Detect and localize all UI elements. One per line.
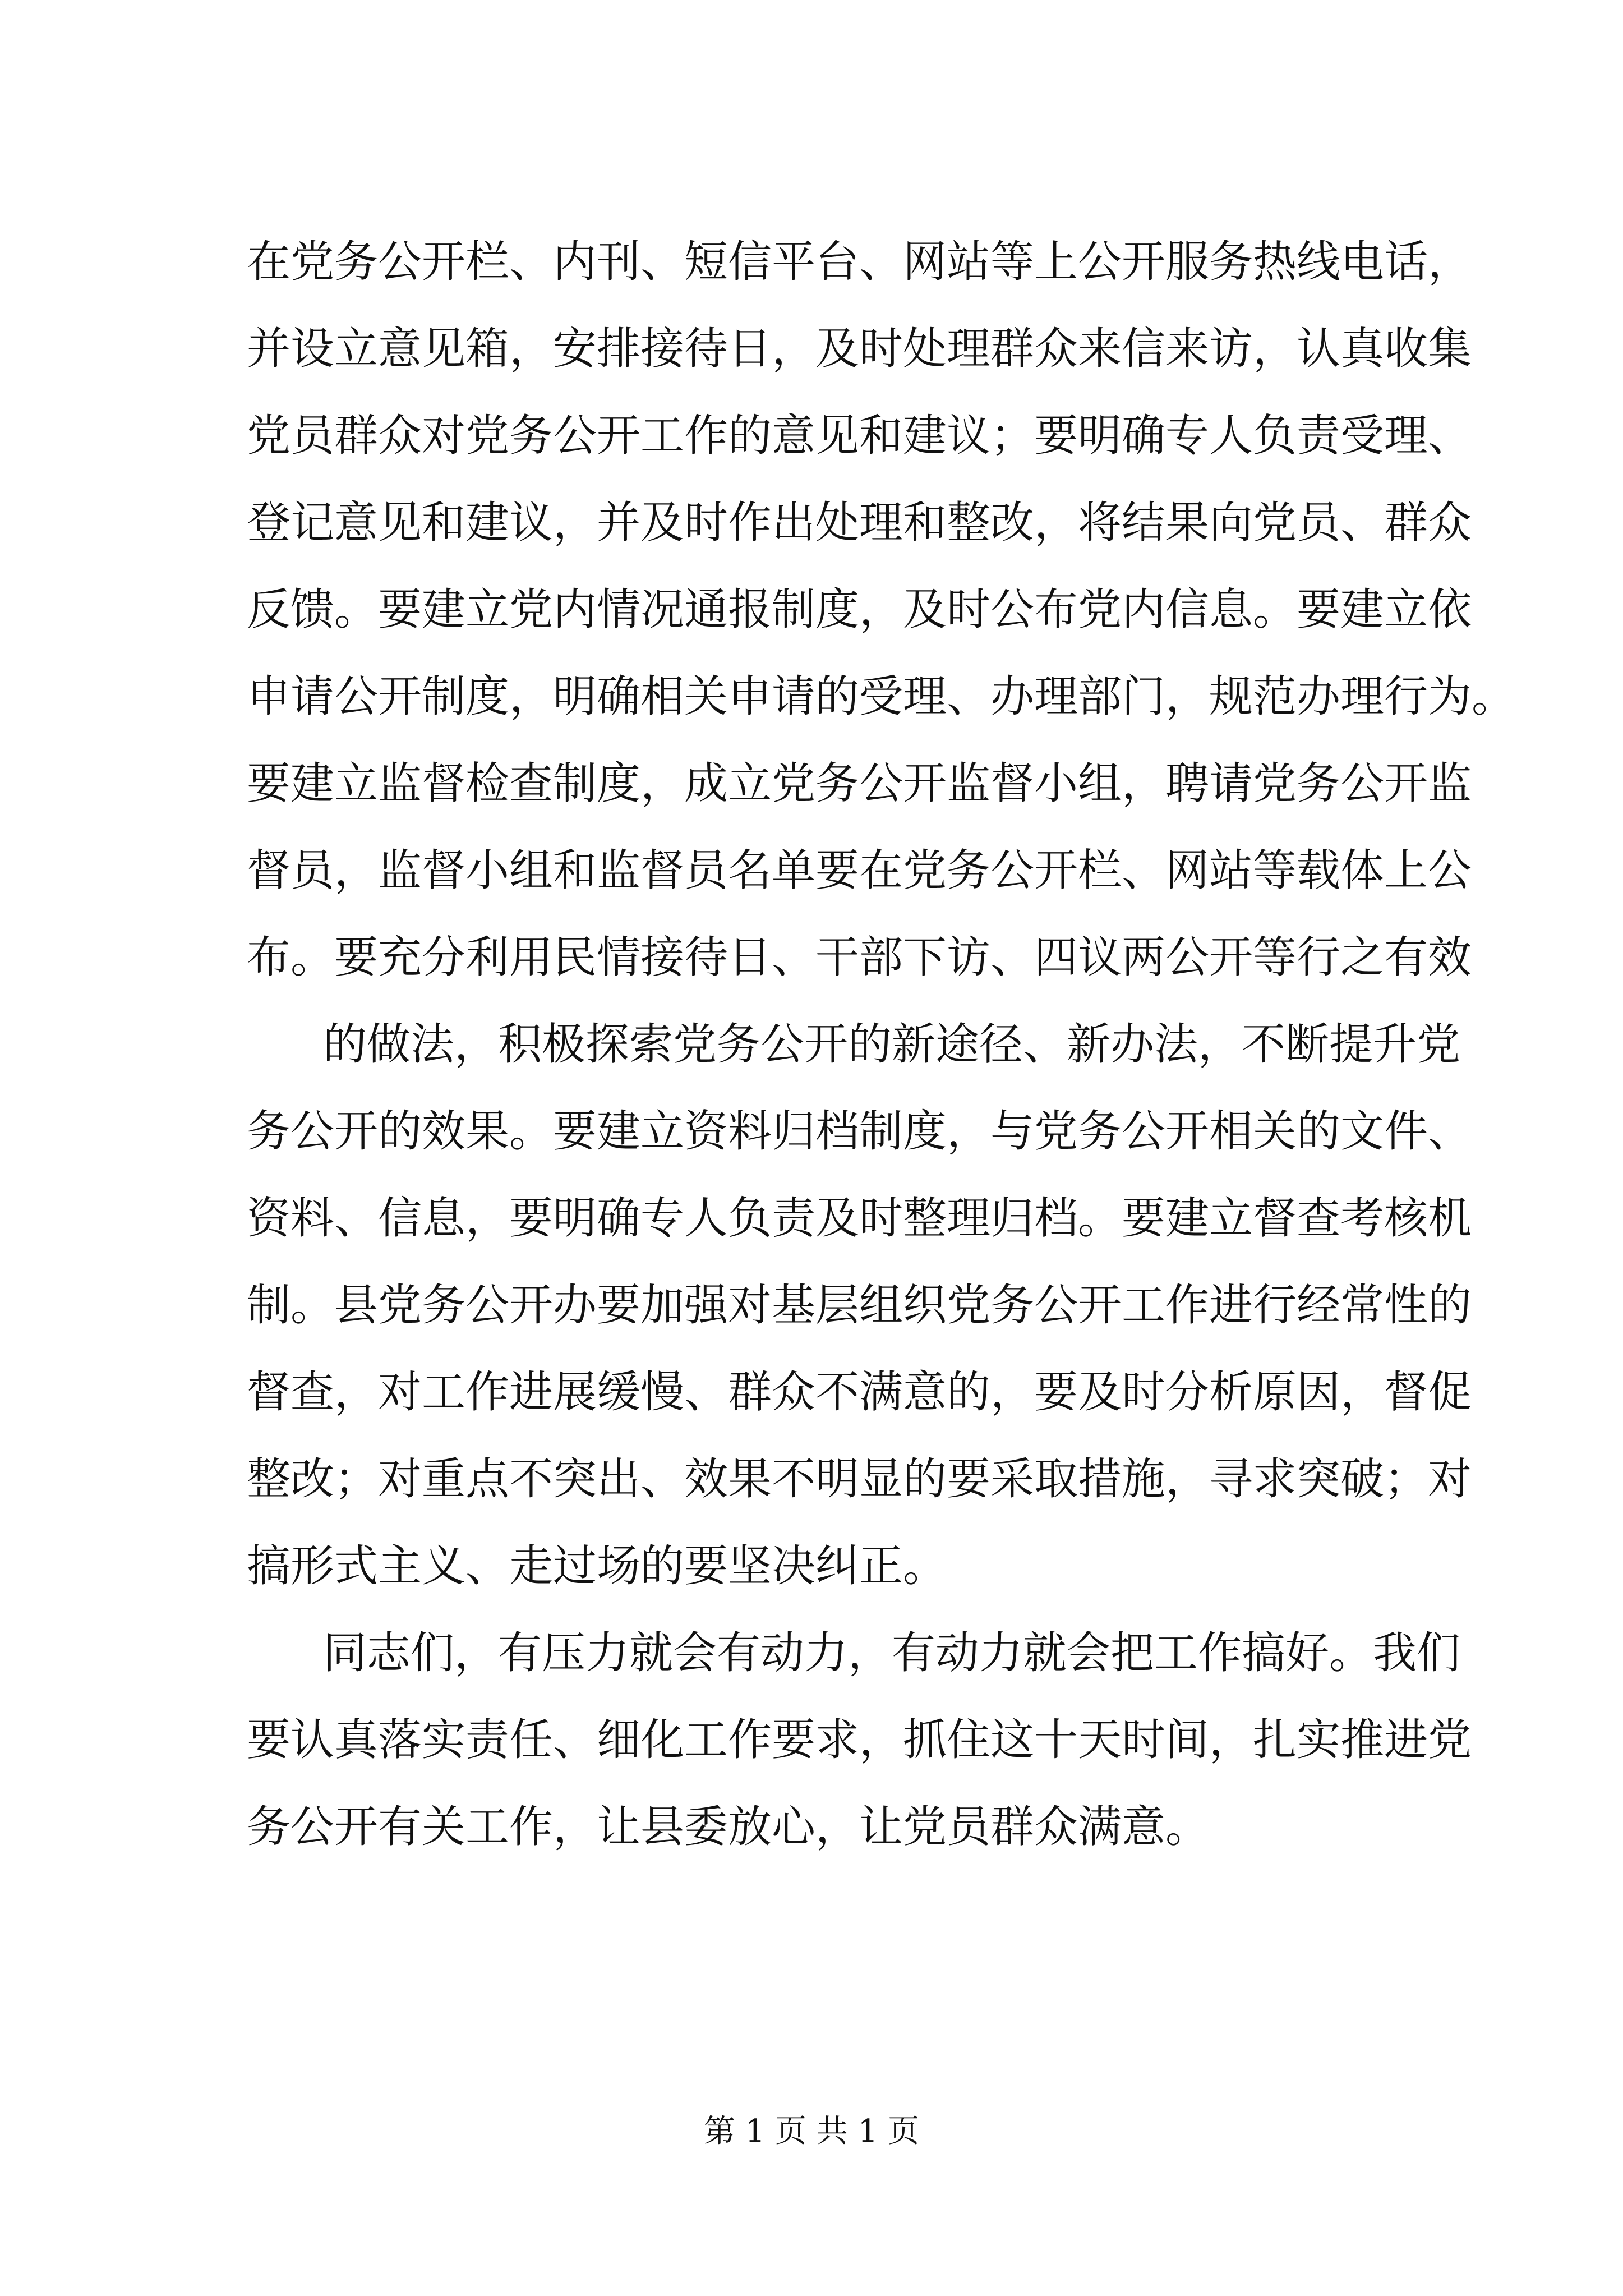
text-line: 制。县党务公开办要加强对基层组织党务公开工作进行经常性的: [247, 1280, 1472, 1331]
text-line: 党员群众对党务公开工作的意见和建议；要明确专人负责受理、: [247, 411, 1472, 461]
document-body: [247, 219, 1516, 1871]
text-line: 资料、信息，要明确专人负责及时整理归档。要建立督查考核机: [247, 1193, 1472, 1244]
text-line: 的做法，积极探索党务公开的新途径、新办法，不断提升党: [323, 1019, 1461, 1070]
text-line: 务公开的效果。要建立资料归档制度，与党务公开相关的文件、: [247, 1106, 1472, 1157]
text-line: 布。要充分利用民情接待日、干部下访、四议两公开等行之有效: [247, 932, 1472, 983]
text-line: 务公开有关工作，让县委放心，让党员群众满意。: [247, 1802, 1210, 1852]
text-line: 要建立监督检查制度，成立党务公开监督小组，聘请党务公开监: [247, 758, 1472, 809]
text-line: 申请公开制度，明确相关申请的受理、办理部门，规范办理行为。: [247, 671, 1516, 722]
text-line: 督查，对工作进展缓慢、群众不满意的，要及时分析原因，督促: [247, 1367, 1472, 1418]
text-line: 并设立意见箱，安排接待日，及时处理群众来信来访，认真收集: [247, 324, 1472, 374]
text-line: 在党务公开栏、内刊、短信平台、网站等上公开服务热线电话，: [247, 237, 1472, 287]
text-line: 同志们，有压力就会有动力，有动力就会把工作搞好。我们: [323, 1628, 1461, 1678]
text-line: 反馈。要建立党内情况通报制度，及时公布党内信息。要建立依: [247, 585, 1472, 635]
text-line: 整改；对重点不突出、效果不明显的要采取措施，寻求突破；对: [247, 1454, 1472, 1504]
text-line: 督员，监督小组和监督员名单要在党务公开栏、网站等载体上公: [247, 845, 1472, 896]
page-footer: 第 1 页 共 1 页: [703, 2113, 920, 2150]
text-line: 登记意见和建议，并及时作出处理和整改，将结果向党员、群众: [247, 498, 1472, 548]
text-line: 搞形式主义、走过场的要坚决纠正。: [247, 1541, 947, 1591]
text-line: 要认真落实责任、细化工作要求，抓住这十天时间，扎实推进党: [247, 1715, 1472, 1765]
